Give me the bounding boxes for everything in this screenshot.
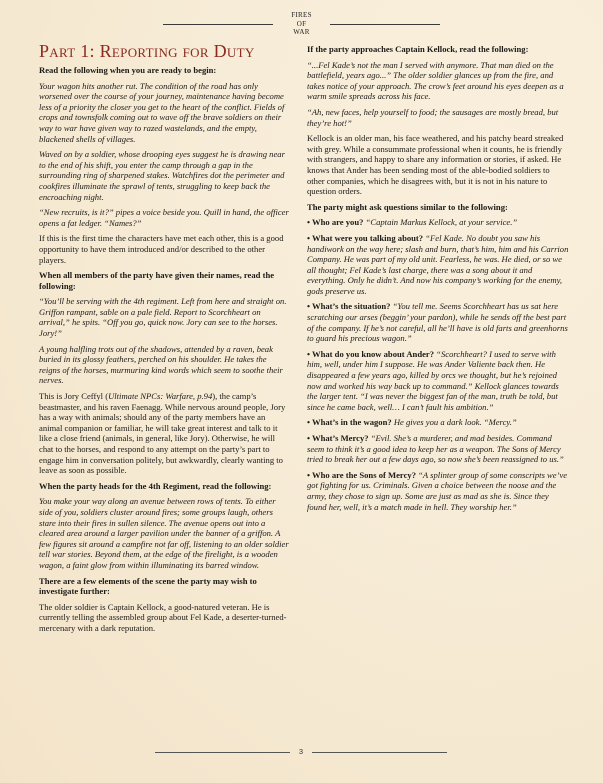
investigate-cue: There are a few elements of the scene the party may wish to investigate further: [39,575,257,597]
read-aloud-cue: Read the following when you are ready to begin: [39,65,217,75]
boxed-text-orders: “You’ll be serving with the 4th regiment. Left from here and straight on. Griffon rampant, sable on a pale field. Report to Scorchheart on arrival,” he spits. “Off you go, quick now. Jory can see to the horses. Jory!” [39,296,287,339]
read-aloud-cue: If the party approaches Captain Kellock, read the following: [307,44,529,54]
header-line-1: FIRES [291,11,312,19]
question: • Who are you? [307,217,364,228]
book-reference: Ultimate NPCs: Warfare, p.94 [108,391,213,402]
question: • What’s in the wagon? [307,417,392,428]
qa-item [307,349,569,413]
gm-note-jory: This is Jory Ceffyl (Ultimate NPCs: Warfare, p.94), the camp’s beastmaster, and his raven Faenagg. While nervous around people, Jory has a way with animals; should any of the party members have an animal companion or familiar, he will take great interest and talk to it like a close friend (animals, in general, like Jory). Otherwise, he will chat to the horses, and respond to any attempt on the party’s part to engage him in conversation politely, but awkwardly, clearly wanting to leave as soon as possible. [39,391,286,476]
answer: “A splinter group of some conscripts we’ve got fighting for us. Criminals. Given a choice between the noose and the army, they chose to sign up. Some are just as mad as she is. Since they found her, well, it’s a match made in hell. They worship her.” [307,469,568,512]
right-column [307,44,569,517]
boxed-text-officer: “New recruits, is it?” pipes a voice beside you. Quill in hand, the officer opens a fat ledger. “Names?” [39,207,289,228]
boxed-text-kellock: “...Fel Kade’s not the man I served with anymore. That man died on the battlefield, years ago...” The older soldier glances up from the fire, and takes notice of your approach. The crow’s feet around his eyes deepen as a warm smile spreads across his face. [307,59,564,102]
boxed-text-greeting: “Ah, new faces, help yourself to food; the sausages are mostly bread, but they’re hot!” [307,106,559,128]
boxed-text-regiment: You make your way along an avenue between rows of tents. To either side of you, soldiers cluster around fires; some groups laugh, others stare into their fires in sullen silence. The avenue opens out into a cleared area around a larger pavilion under the banner of a griffon. A few figures sit around a campfire not far off, listening to an older soldier tell war stories. Beyond them, at the edge of the firelight, is a wooden wagon, a faint glow from within illuminating its barred window. [39,496,289,570]
question: • What’s Mercy? [307,433,369,443]
header-line-2: OF [296,19,307,28]
read-aloud-cue: When the party heads for the 4th Regiment, read the following: [39,480,272,491]
question: • What do you know about Ander? [307,348,435,359]
answer: He gives you a dark look. “Mercy.” [391,417,517,428]
qa-item [307,301,569,343]
left-column [39,41,289,639]
boxed-text-arrival: Your wagon hits another rut. The condition of the road has only worsened over the course of your journey, maintenance having become less of a priority the closer you get to the heart of the conflict. Fields of crops and townsfolk coming out to wave off the brave soldiers on their way to war have given way to razed wastelands, and the empty, blackened shells of villages. [39,80,285,144]
answer: “You tell me. Seems Scorchheart has us sat here scratching our arses (beggin’ your pardon), while he sends off the best part of the company. If he’s not careful, all he’ll have is old farts and greenhorns to guard his precious wagon.” [307,301,568,344]
answer: “Fel Kade. No doubt you saw his handiwork on the way here; slash and burn, that’s him, him and his Carrion Company. He was part of my old unit. Fearless, he was. He died, or so we all thought; Fel Kade’s last charge, there was a song about it and everything. Only he didn’t. And now his company’s working for the enemy, gods preserve us. [307,232,569,296]
question: • Who are the Sons of Mercy? [307,469,416,480]
footer-rule-left [155,752,290,753]
qa-item [307,233,569,297]
section-title: Part 1: Reporting for Duty [39,41,255,61]
boxed-text-halfling: A young halfling trots out of the shadows, attended by a raven, beak buried in its glossy feathers, perched on his shoulder. He takes the reigns of the horses, murmuring kind words which seem to soothe their nerves. [39,343,283,386]
running-header [0,11,603,37]
qa-item [307,470,569,512]
qa-item [307,433,569,465]
answer: “Scorchheart? I used to serve with him, well, under him I suppose. He was Ander Valiente back then. He disappeared a few years ago, killed by orcs we thought, but he’s rejoined now and worked his way back up to command.” Kellock glances towards the larger tent. “I was never the biggest fan of the man, truth be told, but since he came back, well… I can’t fault his ambition.” [307,348,559,412]
gm-note-kellock-description: Kellock is an older man, his face weathered, and his patchy beard streaked with grey. While a consummate professional when it counts, he is friendly with strangers, and happy to share any information or stories, if asked. He knows that Ander has been sending most of the able-bodied soldiers to other companies, which he disagrees with, but it is not in his nature to question orders. [307,133,564,197]
read-aloud-cue: When all members of the party have given their names, read the following: [39,270,275,291]
answer: “Captain Markus Kellock, at your service.” [363,217,518,228]
answer: “Evil. She’s a murderer, and mad besides. Command seem to think it’s a good idea to keep her as a weapon. The Sons of Mercy tried to break her out a few days ago, so now she’s been reassigned to us.” [307,433,564,465]
header-rule-left [163,24,273,25]
header-line-3: WAR [293,28,310,36]
footer-rule-right [312,752,447,753]
qa-item [307,217,569,228]
page-number: 3 [298,747,304,756]
qa-item [307,417,569,428]
question: • What’s the situation? [307,301,391,312]
boxed-text-camp-entry: Waved on by a soldier, whose drooping eyes suggest he is drawing near to the end of his shift, you enter the camp through a gap in the surrounding ring of sharpened stakes. Watchfires dot the perimeter and cookfires illuminate the sprawl of tents, struggling to keep back the encroaching night. [39,149,285,202]
gm-note-introductions: If this is the first time the characters have met each other, this is a good opportunity to have them introduced and/or described to the other players. [39,233,284,265]
question: • What were you talking about? [307,232,424,243]
page-footer [0,747,603,759]
gm-note-kellock: The older soldier is Captain Kellock, a good-natured veteran. He is currently telling the assembled group about Fel Kade, a deserter-turned-mercenary with a dark reputation. [39,601,287,633]
questions-cue: The party might ask questions similar to the following: [307,201,508,212]
header-rule-right [330,24,440,25]
